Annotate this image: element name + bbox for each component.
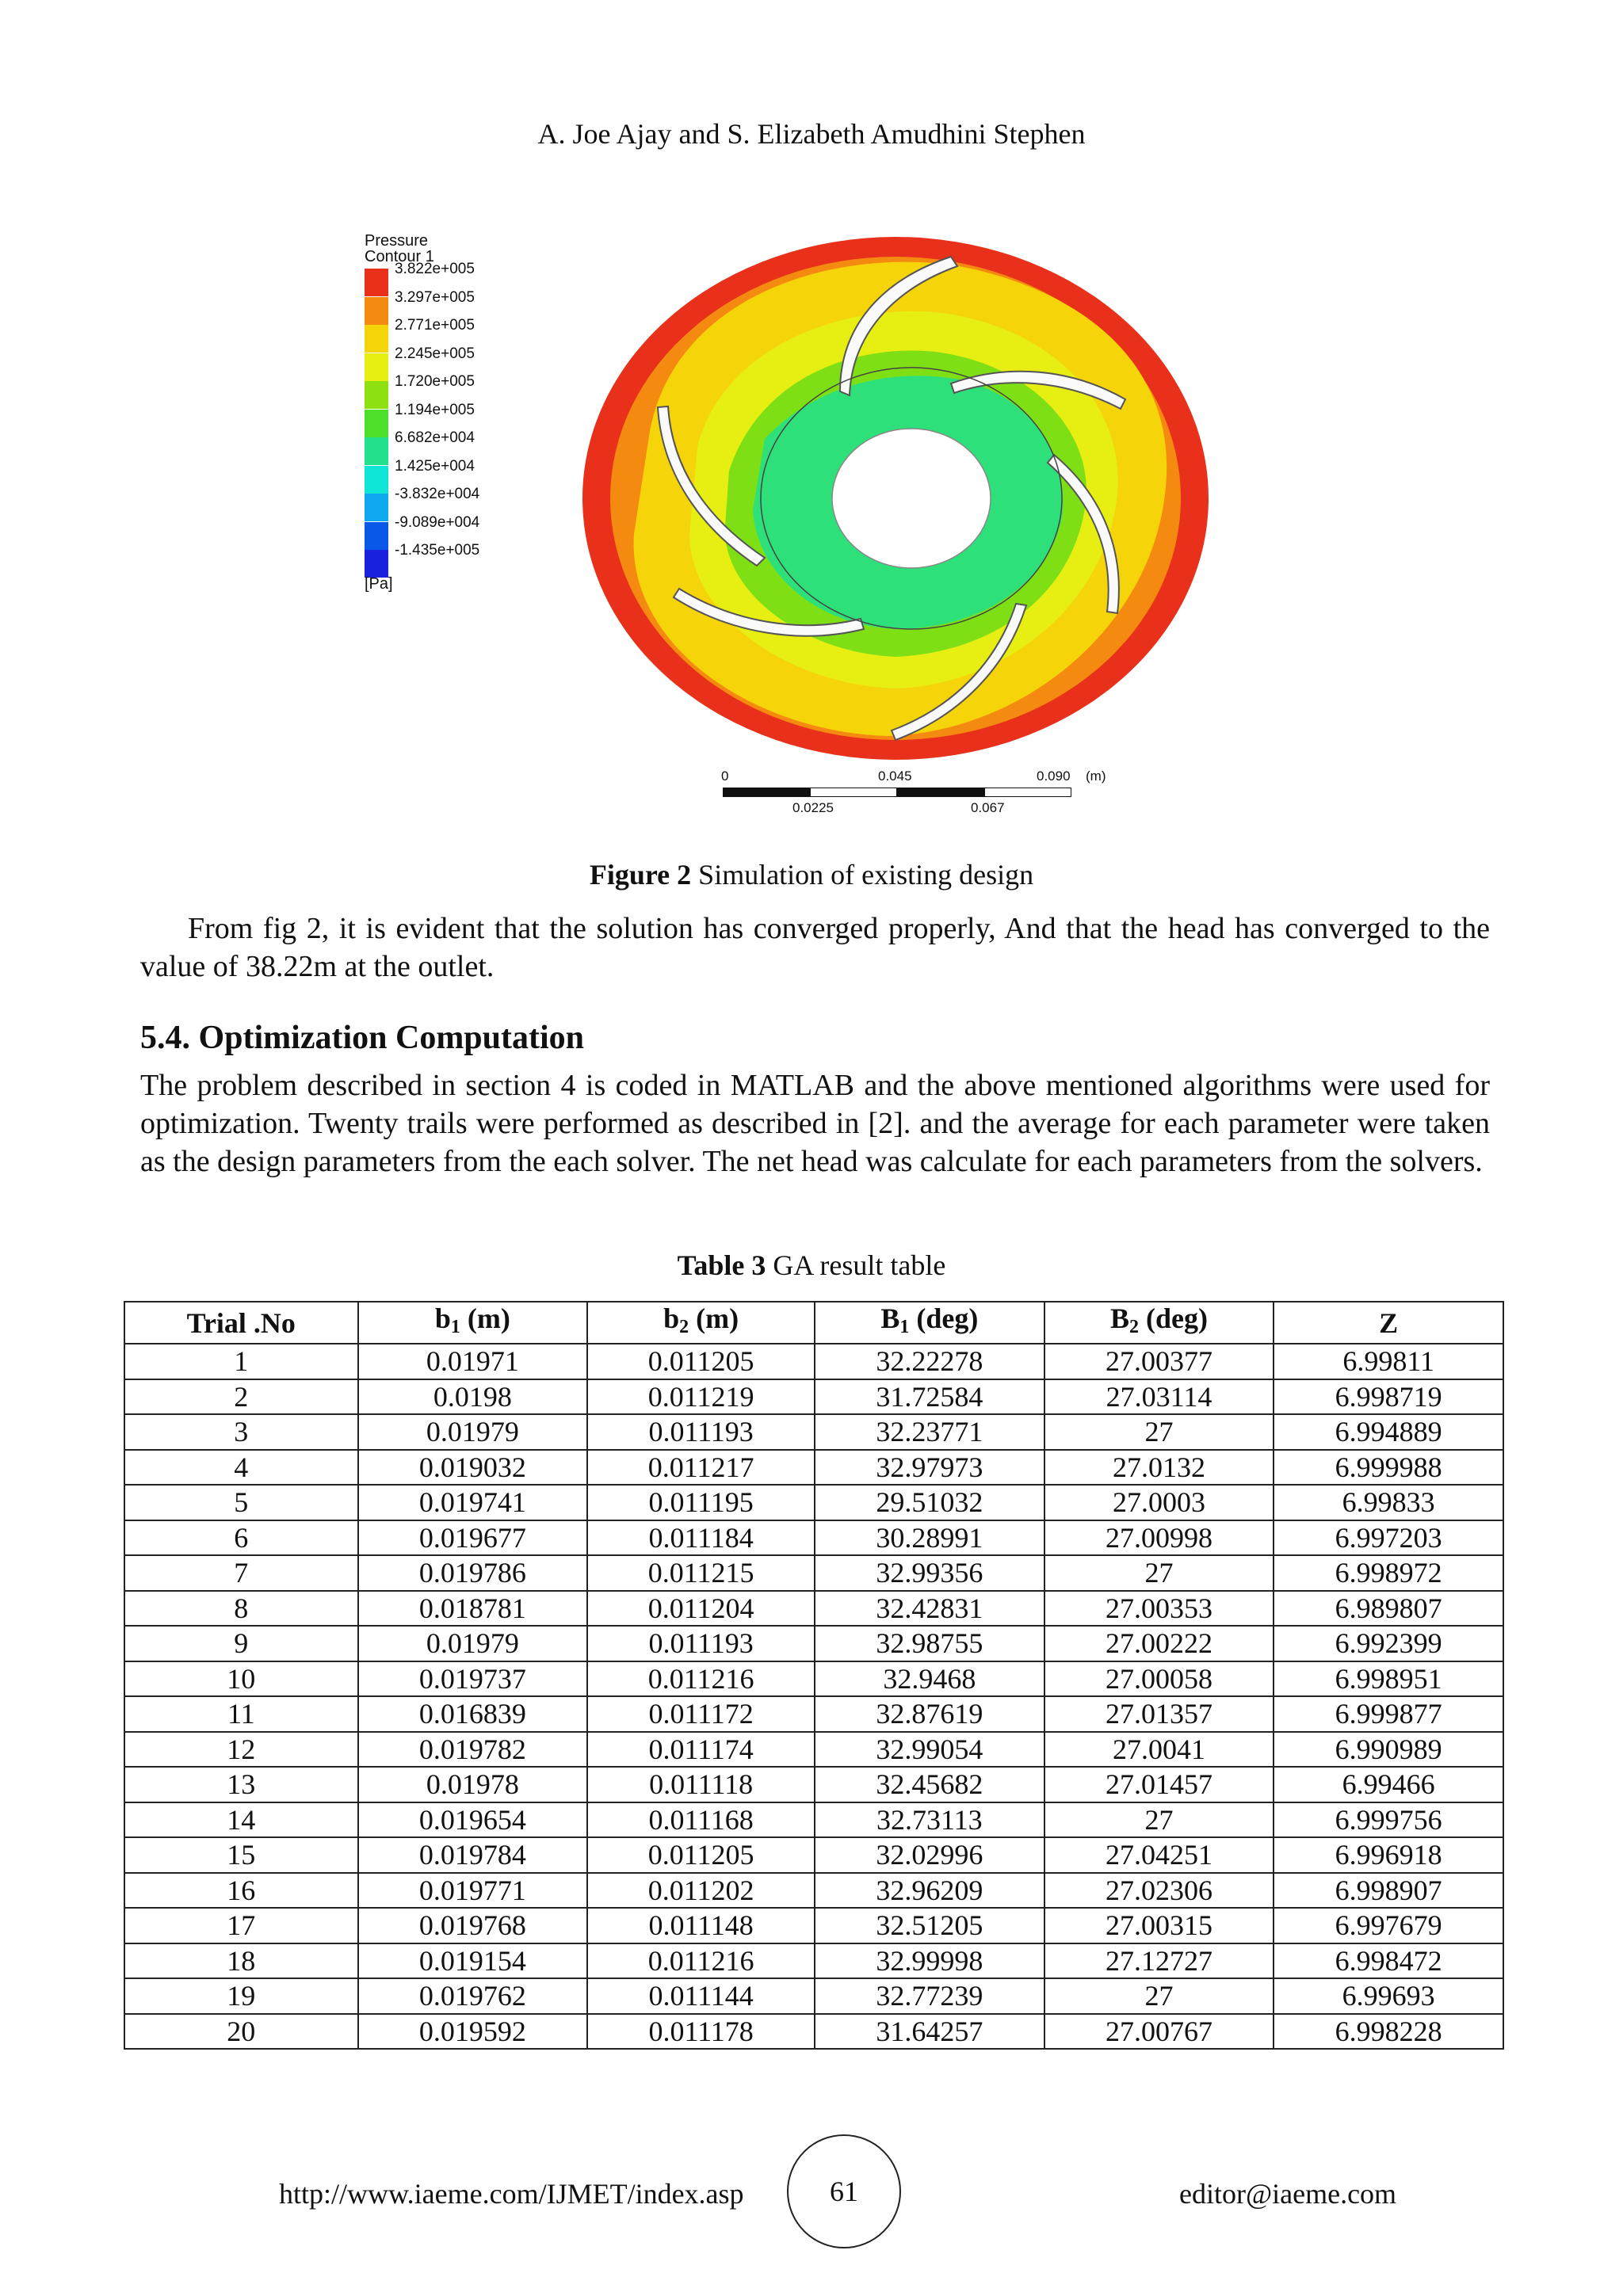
table-header-cell: $b_1$ (m) <box>358 1302 588 1344</box>
table-cell: 27.12727 <box>1044 1943 1274 1979</box>
table-cell: 0.019737 <box>358 1661 588 1697</box>
legend-value: -9.089e+004 <box>395 513 480 531</box>
table-cell: 20 <box>124 2014 358 2050</box>
table-cell: 6.998907 <box>1274 1873 1503 1909</box>
table-cell: 6.996918 <box>1274 1837 1503 1873</box>
table-cell: 27.00998 <box>1044 1520 1274 1556</box>
table-cell: 0.011204 <box>587 1591 815 1627</box>
table-cell: 6.998719 <box>1274 1379 1503 1415</box>
table-cell: 6.989807 <box>1274 1591 1503 1627</box>
legend-swatch <box>365 325 388 353</box>
table-cell: 32.9468 <box>815 1661 1044 1697</box>
table-row <box>124 1344 1503 1379</box>
table-cell: 0.019771 <box>358 1873 588 1909</box>
table-cell: 0.0198 <box>358 1379 588 1415</box>
table-row <box>124 1555 1503 1591</box>
table-caption: Table 3 GA result table <box>677 1249 946 1281</box>
table-cell: 0.011178 <box>587 2014 815 2050</box>
table-cell: 32.97973 <box>815 1450 1044 1486</box>
eye-hole <box>832 429 991 568</box>
table-cell: 27.00222 <box>1044 1626 1274 1661</box>
table-cell: 32.99356 <box>815 1555 1044 1591</box>
table-cell: 27.02306 <box>1044 1873 1274 1909</box>
table-cell: 0.019782 <box>358 1732 588 1768</box>
table-cell: 0.019154 <box>358 1943 588 1979</box>
table-cell: 32.02996 <box>815 1837 1044 1873</box>
table-cell: 2 <box>124 1379 358 1415</box>
table-cell: 0.011205 <box>587 1837 815 1873</box>
table-cell: 5 <box>124 1485 358 1520</box>
legend-row <box>365 542 547 578</box>
table-cell: 32.45682 <box>815 1767 1044 1802</box>
section-heading: 5.4. Optimization Computation <box>140 1020 585 1056</box>
table-cell: 6.998228 <box>1274 2014 1503 2050</box>
scale-label-00225: 0.0225 <box>792 800 834 815</box>
table-cell: 6.999877 <box>1274 1696 1503 1732</box>
table-cell: 32.87619 <box>815 1696 1044 1732</box>
figure-caption: Figure 2 Simulation of existing design <box>589 859 1034 891</box>
table-row <box>124 1379 1503 1415</box>
table-cell: 0.011216 <box>587 1661 815 1697</box>
table-cell: 30.28991 <box>815 1520 1044 1556</box>
scale-unit: (m) <box>1086 769 1106 784</box>
table-cell: 0.019741 <box>358 1485 588 1520</box>
table-cell: 0.01978 <box>358 1767 588 1802</box>
table-cell: 6.990989 <box>1274 1732 1503 1768</box>
table-cell: 32.99054 <box>815 1732 1044 1768</box>
legend-swatch <box>365 381 388 409</box>
table-row <box>124 1732 1503 1768</box>
table-cell: 10 <box>124 1661 358 1697</box>
table-cell: 6.992399 <box>1274 1626 1503 1661</box>
paragraph-convergence: From fig 2, it is evident that the solution has converged properly, And that the head has converged to the value of 38.22m at the outlet. <box>140 912 1490 983</box>
table-header-cell: $B_2$ (deg) <box>1044 1302 1274 1344</box>
legend-swatch <box>365 437 388 465</box>
legend-swatch <box>365 494 388 521</box>
table-cell: 27.0003 <box>1044 1485 1274 1520</box>
table-cell: 27 <box>1044 1555 1274 1591</box>
table-cell: 18 <box>124 1943 358 1979</box>
table-cell: 0.019032 <box>358 1450 588 1486</box>
table-cell: 13 <box>124 1767 358 1802</box>
legend-swatch <box>365 297 388 325</box>
table-cell: 32.42831 <box>815 1591 1044 1627</box>
page-footer <box>0 2161 1623 2225</box>
table-cell: 6.997679 <box>1274 1908 1503 1943</box>
table-cell: 27 <box>1044 1978 1274 2014</box>
table-cell: 0.011205 <box>587 1344 815 1379</box>
legend-value: 2.771e+005 <box>395 317 475 334</box>
table-header-cell: $B_1$ (deg) <box>815 1302 1044 1344</box>
page-number: 61 <box>787 2134 901 2248</box>
table-cell: 31.64257 <box>815 2014 1044 2050</box>
table-cell: 0.01979 <box>358 1626 588 1661</box>
table-cell: 6.999988 <box>1274 1450 1503 1486</box>
legend-value: -1.435e+005 <box>395 542 480 559</box>
legend-swatch <box>365 550 388 578</box>
table-cell: 27.0041 <box>1044 1732 1274 1768</box>
table-cell: 32.99998 <box>815 1943 1044 1979</box>
table-cell: 27.00315 <box>1044 1908 1274 1943</box>
legend-value: 3.297e+005 <box>395 288 475 306</box>
table-cell: 9 <box>124 1626 358 1661</box>
table-cell: 27.00767 <box>1044 2014 1274 2050</box>
table-cell: 27.03114 <box>1044 1379 1274 1415</box>
table-cell: 0.018781 <box>358 1591 588 1627</box>
table-cell: 12 <box>124 1732 358 1768</box>
table-cell: 0.019768 <box>358 1908 588 1943</box>
table-cell: 29.51032 <box>815 1485 1044 1520</box>
table-cell: 0.011184 <box>587 1520 815 1556</box>
table-cell: 27.01457 <box>1044 1767 1274 1802</box>
table-cell: 7 <box>124 1555 358 1591</box>
table-cell: 6.994889 <box>1274 1414 1503 1450</box>
table-row <box>124 1414 1503 1450</box>
table-cell: 6.99693 <box>1274 1978 1503 2014</box>
table-row <box>124 1485 1503 1520</box>
table-cell: 6.998951 <box>1274 1661 1503 1697</box>
table-cell: 0.011172 <box>587 1696 815 1732</box>
table-cell: 0.011174 <box>587 1732 815 1768</box>
table-row <box>124 1520 1503 1556</box>
table-cell: 32.22278 <box>815 1344 1044 1379</box>
table-cell: 27 <box>1044 1802 1274 1838</box>
table-cell: 0.019786 <box>358 1555 588 1591</box>
table-cell: 6.99466 <box>1274 1767 1503 1802</box>
table-header-row <box>124 1302 1503 1344</box>
table-cell: 0.011168 <box>587 1802 815 1838</box>
table-cell: 32.96209 <box>815 1873 1044 1909</box>
legend-value: 3.822e+005 <box>395 261 475 277</box>
table-cell: 6.99811 <box>1274 1344 1503 1379</box>
table-cell: 0.01971 <box>358 1344 588 1379</box>
table-cell: 8 <box>124 1591 358 1627</box>
table-cell: 32.73113 <box>815 1802 1044 1838</box>
table-cell: 6.997203 <box>1274 1520 1503 1556</box>
table-cell: 27.00058 <box>1044 1661 1274 1697</box>
table-cell: 27.04251 <box>1044 1837 1274 1873</box>
table-cell: 11 <box>124 1696 358 1732</box>
table-cell: 27.00377 <box>1044 1344 1274 1379</box>
table-header-cell: Trial .No <box>124 1302 358 1344</box>
table-cell: 0.011195 <box>587 1485 815 1520</box>
table-cell: 0.011215 <box>587 1555 815 1591</box>
scale-bar <box>721 770 1165 833</box>
table-header-cell: Z <box>1274 1302 1503 1344</box>
table-cell: 4 <box>124 1450 358 1486</box>
legend-value: -3.832e+004 <box>395 486 480 502</box>
table-cell: 6.999756 <box>1274 1802 1503 1838</box>
table-cell: 0.011216 <box>587 1943 815 1979</box>
table-row <box>124 1767 1503 1802</box>
table-cell: 1 <box>124 1344 358 1379</box>
table-cell: 14 <box>124 1802 358 1838</box>
table-cell: 0.019654 <box>358 1802 588 1838</box>
table-row <box>124 1837 1503 1873</box>
table-header-cell: $b_2$ (m) <box>587 1302 815 1344</box>
table-cell: 0.019677 <box>358 1520 588 1556</box>
legend-value: 2.245e+005 <box>395 345 475 362</box>
table-cell: 0.011148 <box>587 1908 815 1943</box>
table-cell: 6.99833 <box>1274 1485 1503 1520</box>
table-cell: 0.011193 <box>587 1414 815 1450</box>
table-cell: 3 <box>124 1414 358 1450</box>
legend-value: 6.682e+004 <box>395 429 475 446</box>
table-cell: 0.019784 <box>358 1837 588 1873</box>
legend-swatch <box>365 522 388 550</box>
table-cell: 6.998972 <box>1274 1555 1503 1591</box>
table-cell: 0.011217 <box>587 1450 815 1486</box>
legend-swatch <box>365 466 388 494</box>
table-cell: 31.72584 <box>815 1379 1044 1415</box>
legend-title: Pressure <box>365 232 429 250</box>
table-cell: 27.00353 <box>1044 1591 1274 1627</box>
table-cell: 0.011219 <box>587 1379 815 1415</box>
scale-label-0045: 0.045 <box>878 769 912 784</box>
table-cell: 0.011118 <box>587 1767 815 1802</box>
table-cell: 15 <box>124 1837 358 1873</box>
legend-swatch <box>365 410 388 437</box>
table-cell: 27.0132 <box>1044 1450 1274 1486</box>
table-cell: 6 <box>124 1520 358 1556</box>
legend-subtitle: Contour 1 <box>365 248 434 265</box>
table-cell: 32.23771 <box>815 1414 1044 1450</box>
table-cell: 19 <box>124 1978 358 2014</box>
pressure-contour-figure <box>365 223 1268 837</box>
pressure-legend <box>365 232 547 593</box>
running-header: A. Joe Ajay and S. Elizabeth Amudhini Stephen <box>537 118 1086 150</box>
table-cell: 16 <box>124 1873 358 1909</box>
table-cell: 0.01979 <box>358 1414 588 1450</box>
paragraph-optimization: The problem described in section 4 is coded in MATLAB and the above mentioned algorithms were used for optimization. Twenty trails were performed as described in [2]. and the average for each parameter were taken as the design parameters from the each solver. The net head was calculate for each parameters from the solvers. <box>140 1069 1490 1178</box>
legend-value: 1.194e+005 <box>395 401 475 418</box>
table-cell: 17 <box>124 1908 358 1943</box>
scale-label-0090: 0.090 <box>1037 769 1071 784</box>
table-cell: 32.98755 <box>815 1626 1044 1661</box>
table-row <box>124 1908 1503 1943</box>
table-row <box>124 1873 1503 1909</box>
table-cell: 32.51205 <box>815 1908 1044 1943</box>
table-cell: 6.998472 <box>1274 1943 1503 1979</box>
table-cell: 0.011193 <box>587 1626 815 1661</box>
scale-label-0: 0 <box>721 769 729 784</box>
table-row <box>124 1626 1503 1661</box>
legend-value: 1.425e+004 <box>395 457 475 475</box>
legend-unit: [Pa] <box>365 575 393 593</box>
table-cell: 32.77239 <box>815 1978 1044 2014</box>
footer-email[interactable]: editor@iaeme.com <box>1179 2178 1397 2210</box>
table-cell: 0.016839 <box>358 1696 588 1732</box>
legend-swatch <box>365 353 388 381</box>
table-row <box>124 1802 1503 1838</box>
table-row <box>124 1978 1503 2014</box>
legend-value: 1.720e+005 <box>395 373 475 390</box>
table-cell: 0.019762 <box>358 1978 588 2014</box>
table-row <box>124 1450 1503 1486</box>
table-row <box>124 1591 1503 1627</box>
footer-url[interactable]: http://www.iaeme.com/IJMET/index.asp <box>279 2178 744 2210</box>
table-row <box>124 1696 1503 1732</box>
scale-label-0067: 0.067 <box>971 800 1005 815</box>
table-cell: 0.011202 <box>587 1873 815 1909</box>
table-cell: 0.019592 <box>358 2014 588 2050</box>
table-cell: 27.01357 <box>1044 1696 1274 1732</box>
table-row <box>124 2014 1503 2050</box>
legend-swatch <box>365 269 388 296</box>
table-row <box>124 1943 1503 1979</box>
table-cell: 0.011144 <box>587 1978 815 2014</box>
table-row <box>124 1661 1503 1697</box>
table-cell: 27 <box>1044 1414 1274 1450</box>
impeller-contour-plot <box>579 233 1212 772</box>
ga-result-table <box>124 1301 1504 2050</box>
